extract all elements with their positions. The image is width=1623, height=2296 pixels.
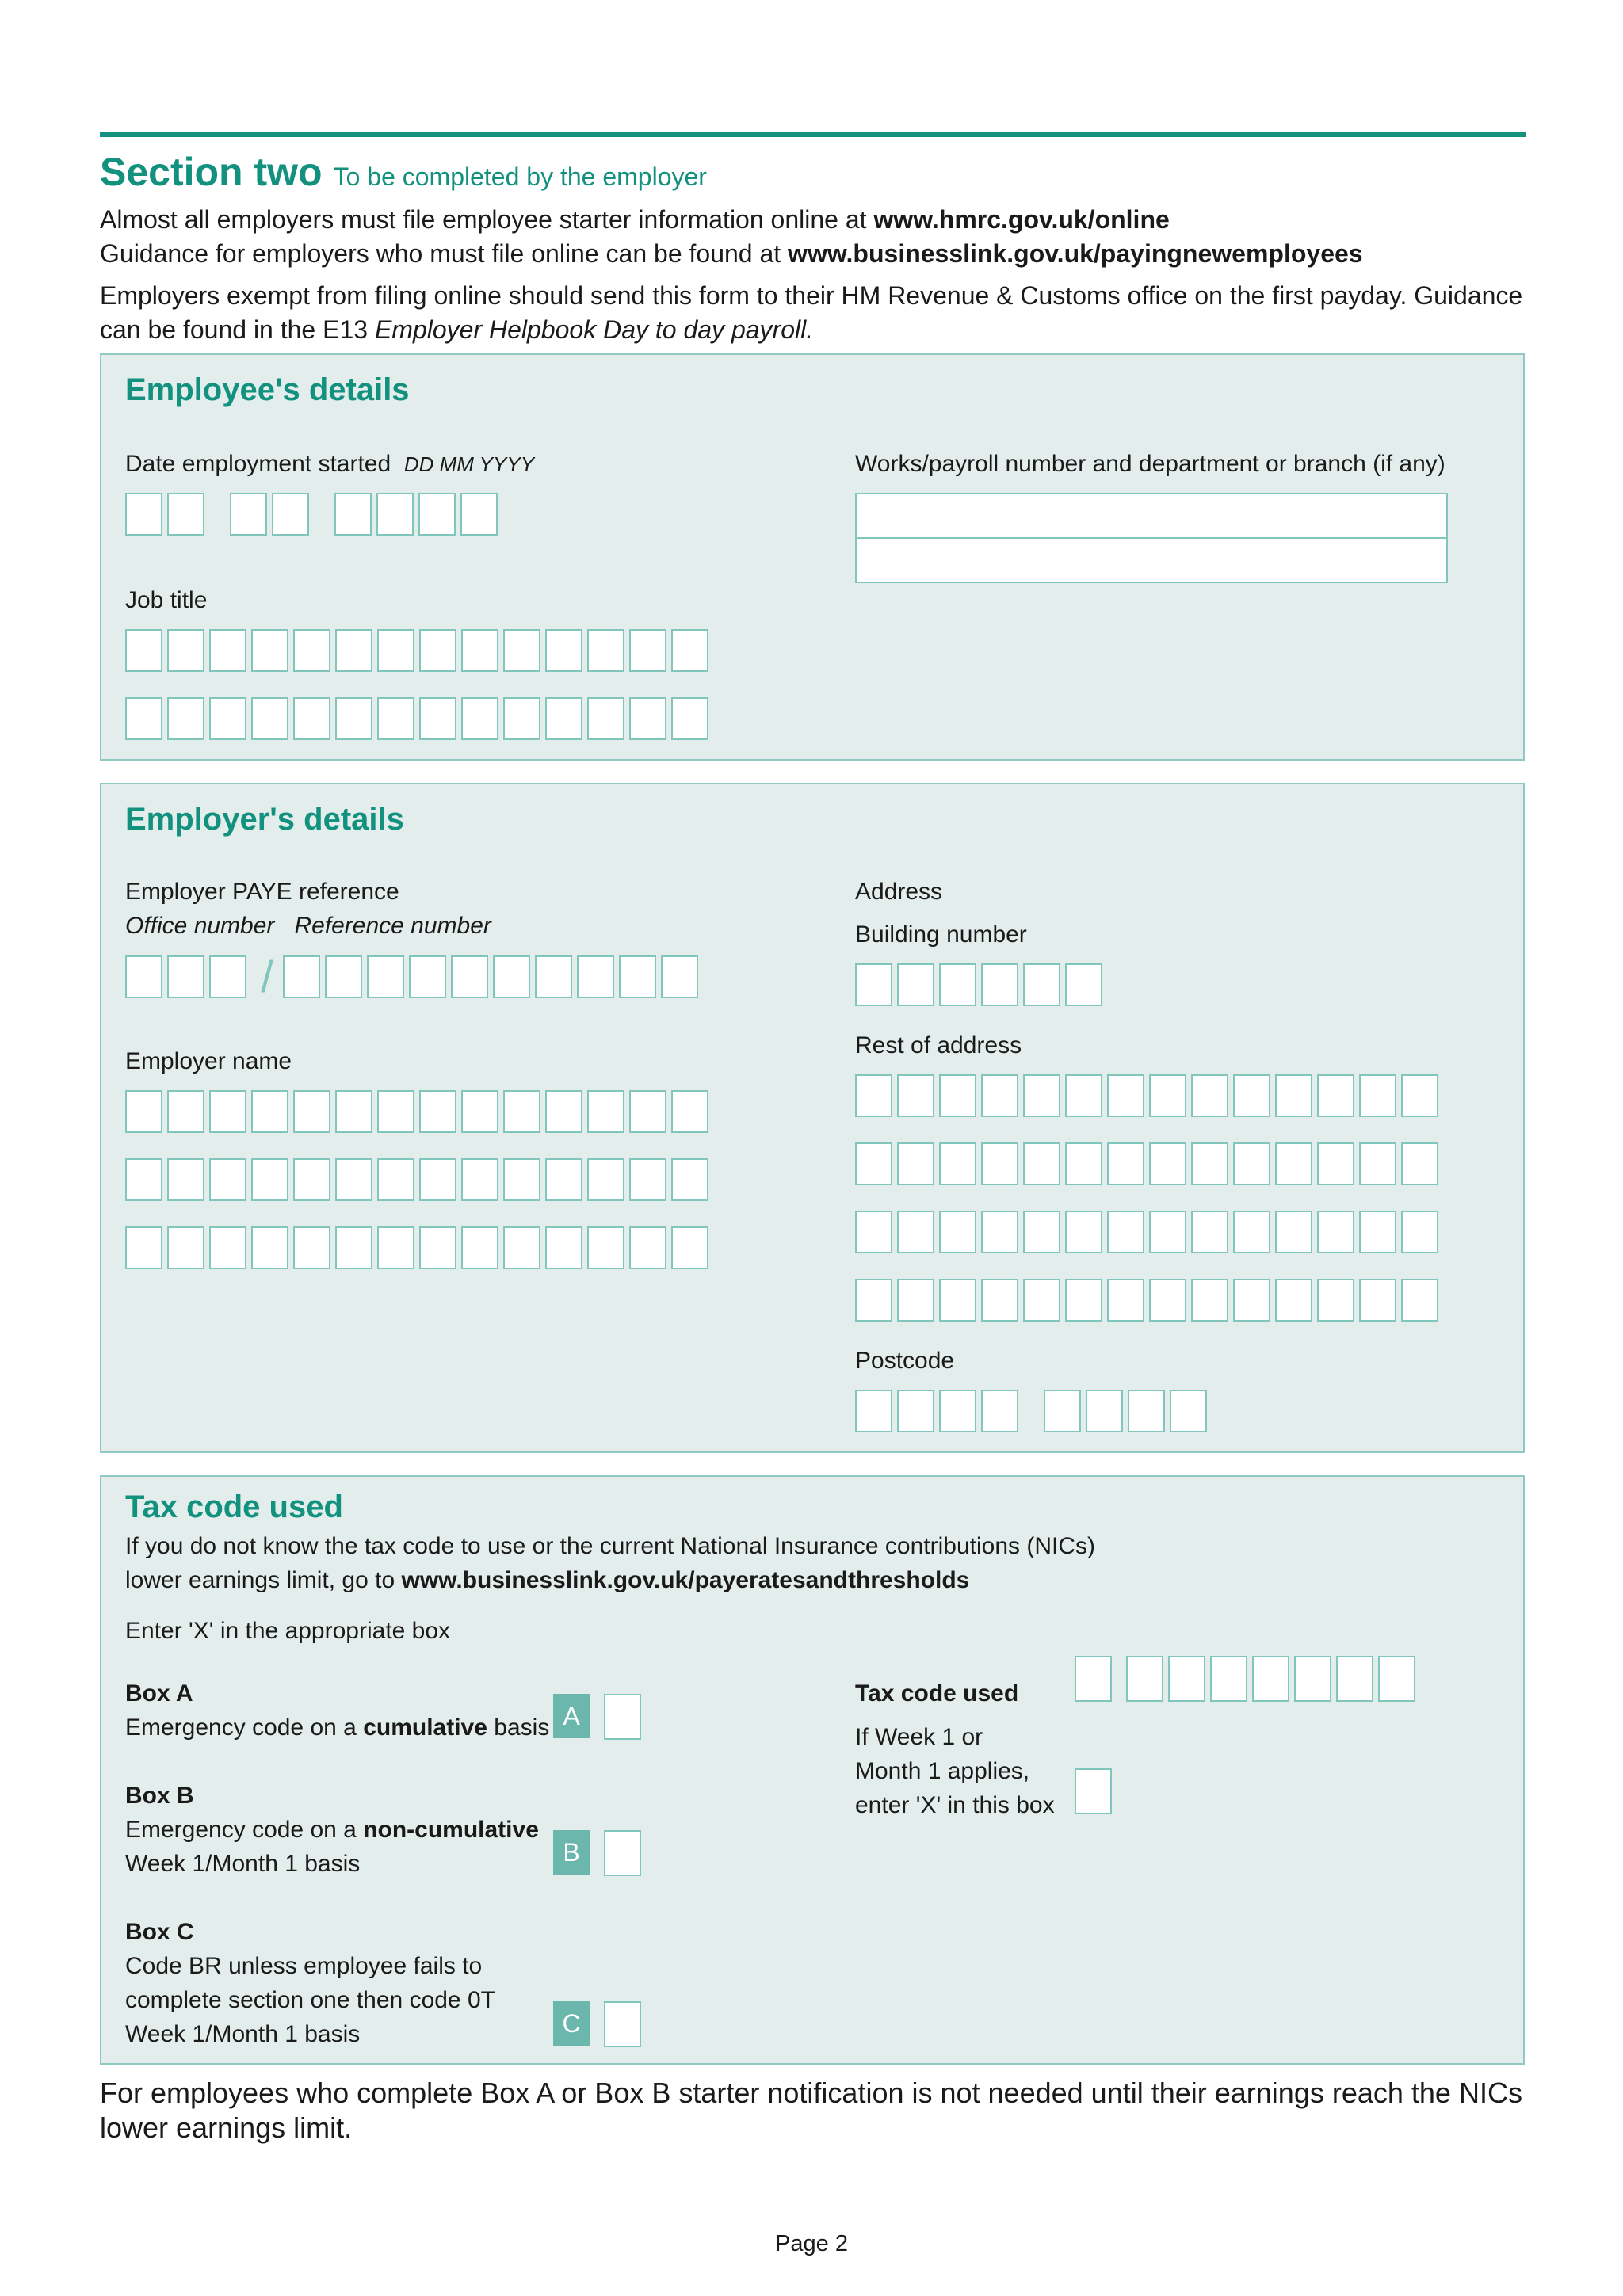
postcode-box[interactable] (939, 1390, 976, 1432)
box-c-description-line-2: complete section one then code 0T (125, 1987, 495, 2013)
employer-name-box[interactable] (545, 1158, 582, 1201)
job-title-box[interactable] (629, 697, 666, 740)
tax-code-box[interactable] (1126, 1656, 1163, 1702)
employer-name-box[interactable] (587, 1090, 624, 1133)
employer-name-box[interactable] (335, 1090, 372, 1133)
postcode-box[interactable] (855, 1390, 892, 1432)
date-started-text: Date employment started (125, 451, 391, 477)
employer-name-box[interactable] (251, 1158, 288, 1201)
job-title-box[interactable] (545, 629, 582, 672)
employer-name-row-2 (125, 1158, 713, 1201)
reference-number-box[interactable] (283, 955, 320, 998)
address-box[interactable] (939, 1279, 976, 1322)
job-title-box[interactable] (209, 697, 246, 740)
employer-name-box[interactable] (671, 1226, 708, 1269)
address-box[interactable] (939, 1142, 976, 1185)
employer-name-box[interactable] (587, 1158, 624, 1201)
reference-number-label: Reference number (294, 913, 491, 939)
job-title-box[interactable] (125, 629, 162, 672)
address-box[interactable] (1023, 1142, 1060, 1185)
address-box[interactable] (1401, 1279, 1438, 1322)
employer-name-box[interactable] (419, 1226, 456, 1269)
address-row-3 (855, 1211, 1443, 1253)
box-c-description-line-3: Week 1/Month 1 basis (125, 2021, 361, 2047)
address-row-4 (855, 1279, 1443, 1322)
intro-line-2-text: Guidance for employers who must file online can be found at (100, 239, 789, 268)
job-title-box[interactable] (629, 629, 666, 672)
address-row-2 (855, 1142, 1443, 1185)
box-c-checkbox[interactable] (604, 2001, 641, 2047)
tax-code-used-label: Tax code used (855, 1680, 1019, 1707)
page-number: Page 2 (775, 2231, 848, 2256)
building-number-label: Building number (855, 921, 1027, 948)
job-title-box[interactable] (167, 629, 204, 672)
job-title-box[interactable] (587, 697, 624, 740)
employer-name-box[interactable] (545, 1226, 582, 1269)
tax-code-box[interactable] (1168, 1656, 1205, 1702)
address-box[interactable] (1107, 1211, 1144, 1253)
date-started-boxes (125, 493, 502, 536)
office-number-box[interactable] (209, 955, 246, 998)
employer-name-box[interactable] (671, 1158, 708, 1201)
reference-number-box[interactable] (493, 955, 530, 998)
job-title-box[interactable] (335, 697, 372, 740)
slash-separator: / (261, 952, 273, 1001)
address-box[interactable] (855, 1074, 892, 1117)
address-box[interactable] (1275, 1279, 1312, 1322)
job-title-box[interactable] (587, 629, 624, 672)
job-title-box[interactable] (545, 697, 582, 740)
employer-name-box[interactable] (125, 1158, 162, 1201)
box-c-tag: C (553, 2001, 590, 2046)
employer-name-box[interactable] (377, 1090, 414, 1133)
exempt-paragraph-line-2 (100, 313, 813, 347)
date-year-box[interactable] (334, 493, 372, 536)
address-box[interactable] (1149, 1142, 1186, 1185)
employee-details-heading: Employee's details (125, 372, 410, 407)
section-heading (100, 149, 707, 195)
employer-name-box[interactable] (125, 1226, 162, 1269)
box-a-text: Emergency code on a (125, 1714, 364, 1741)
address-box[interactable] (1233, 1074, 1270, 1117)
address-box[interactable] (1401, 1142, 1438, 1185)
works-payroll-field-1[interactable] (855, 493, 1448, 539)
section-top-rule (100, 132, 1526, 137)
job-title-box[interactable] (167, 697, 204, 740)
address-box[interactable] (1317, 1279, 1354, 1322)
address-box[interactable] (855, 1211, 892, 1253)
address-box[interactable] (1023, 1211, 1060, 1253)
paye-reference-label: Employer PAYE reference (125, 879, 399, 905)
footer-note-line-1: For employees who complete Box A or Box B starter notification is not needed until their earnings reach the NICs (100, 2077, 1522, 2109)
address-box[interactable] (1359, 1142, 1396, 1185)
job-title-box[interactable] (671, 697, 708, 740)
office-number-box[interactable] (125, 955, 162, 998)
box-b-tag: B (553, 1830, 590, 1875)
employee-details-panel (100, 353, 1525, 761)
section-title: Section two (100, 150, 323, 194)
paye-sublabels (125, 909, 491, 943)
address-box[interactable] (1149, 1279, 1186, 1322)
box-b-text: Emergency code on a (125, 1817, 364, 1843)
job-title-box[interactable] (125, 697, 162, 740)
box-a-checkbox[interactable] (604, 1694, 641, 1740)
address-box[interactable] (1065, 1211, 1102, 1253)
address-box[interactable] (981, 1074, 1018, 1117)
address-box[interactable] (1065, 1279, 1102, 1322)
address-box[interactable] (1191, 1211, 1228, 1253)
employer-name-box[interactable] (377, 1226, 414, 1269)
address-box[interactable] (1317, 1074, 1354, 1117)
postcode-box[interactable] (1086, 1390, 1123, 1432)
tax-code-panel (100, 1475, 1525, 2065)
address-box[interactable] (1191, 1279, 1228, 1322)
postcode-box[interactable] (981, 1390, 1018, 1432)
job-title-row-2 (125, 697, 713, 740)
date-format-hint: DD MM YYYY (403, 452, 535, 476)
employer-name-box[interactable] (419, 1158, 456, 1201)
date-day-box[interactable] (125, 493, 162, 536)
address-box[interactable] (897, 1074, 934, 1117)
job-title-box[interactable] (293, 697, 330, 740)
employer-name-box[interactable] (419, 1090, 456, 1133)
address-box[interactable] (1233, 1211, 1270, 1253)
job-title-box[interactable] (377, 697, 414, 740)
job-title-box[interactable] (419, 629, 456, 672)
address-box[interactable] (1275, 1211, 1312, 1253)
job-title-box[interactable] (671, 629, 708, 672)
box-b-description-line-2: Week 1/Month 1 basis (125, 1851, 361, 1877)
tax-code-intro-line-1: If you do not know the tax code to use or the current National Insurance contributions (NICs) (125, 1533, 1095, 1559)
tax-code-intro-line-2 (125, 1563, 969, 1597)
job-title-row-1 (125, 629, 713, 672)
job-title-box[interactable] (335, 629, 372, 672)
box-a-title: Box A (125, 1680, 193, 1707)
address-row-1 (855, 1074, 1443, 1117)
building-number-box[interactable] (855, 963, 892, 1006)
reference-number-box[interactable] (325, 955, 362, 998)
intro-line-2 (100, 237, 1363, 271)
reference-number-box[interactable] (535, 955, 572, 998)
box-b-checkbox[interactable] (604, 1830, 641, 1876)
employer-name-box[interactable] (503, 1226, 540, 1269)
tax-code-box[interactable] (1252, 1656, 1289, 1702)
date-started-label (125, 447, 534, 482)
date-year-box[interactable] (418, 493, 456, 536)
job-title-box[interactable] (251, 697, 288, 740)
reference-number-box[interactable] (367, 955, 404, 998)
postcode-box[interactable] (1170, 1390, 1207, 1432)
enter-x-instruction: Enter 'X' in the appropriate box (125, 1618, 451, 1644)
office-number-label: Office number (125, 913, 275, 939)
address-box[interactable] (855, 1279, 892, 1322)
employer-details-heading: Employer's details (125, 802, 404, 837)
address-box[interactable] (939, 1211, 976, 1253)
address-box[interactable] (1065, 1142, 1102, 1185)
building-number-box[interactable] (897, 963, 934, 1006)
employer-name-box[interactable] (671, 1090, 708, 1133)
intro-line-1 (100, 203, 1170, 237)
box-c-title: Box C (125, 1919, 194, 1945)
employer-details-panel (100, 783, 1525, 1453)
address-box[interactable] (1275, 1074, 1312, 1117)
postcode-label: Postcode (855, 1348, 955, 1374)
employer-name-box[interactable] (461, 1090, 498, 1133)
employer-name-box[interactable] (377, 1158, 414, 1201)
office-number-box[interactable] (167, 955, 204, 998)
address-box[interactable] (1317, 1142, 1354, 1185)
employer-name-box[interactable] (461, 1158, 498, 1201)
box-a-description (125, 1711, 549, 1745)
address-label: Address (855, 879, 943, 905)
week1-line-2: Month 1 applies, (855, 1758, 1030, 1784)
employer-name-box[interactable] (167, 1226, 204, 1269)
address-box[interactable] (1149, 1074, 1186, 1117)
footer-note-line-2: lower earnings limit. (100, 2111, 353, 2144)
employer-name-box[interactable] (293, 1158, 330, 1201)
job-title-box[interactable] (377, 629, 414, 672)
tax-code-boxes (1075, 1656, 1420, 1702)
date-year-box[interactable] (376, 493, 414, 536)
week1-line-1: If Week 1 or (855, 1724, 983, 1750)
tax-code-box[interactable] (1210, 1656, 1247, 1702)
address-box[interactable] (1359, 1211, 1396, 1253)
postcode-box[interactable] (897, 1390, 934, 1432)
tax-code-box[interactable] (1378, 1656, 1415, 1702)
employer-name-box[interactable] (251, 1090, 288, 1133)
job-title-box[interactable] (461, 697, 498, 740)
box-c-description-line-1: Code BR unless employee fails to (125, 1953, 483, 1979)
employer-name-box[interactable] (629, 1226, 666, 1269)
address-box[interactable] (1359, 1279, 1396, 1322)
date-day-box[interactable] (167, 493, 204, 536)
employer-name-box[interactable] (209, 1158, 246, 1201)
box-a-text-end: basis (487, 1714, 550, 1741)
building-number-boxes (855, 963, 1107, 1006)
employer-name-box[interactable] (167, 1090, 204, 1133)
address-box[interactable] (1275, 1142, 1312, 1185)
address-box[interactable] (981, 1142, 1018, 1185)
address-box[interactable] (1191, 1142, 1228, 1185)
address-box[interactable] (1023, 1074, 1060, 1117)
address-box[interactable] (1023, 1279, 1060, 1322)
job-title-box[interactable] (461, 629, 498, 672)
date-year-box[interactable] (460, 493, 498, 536)
address-box[interactable] (1107, 1279, 1144, 1322)
date-month-box[interactable] (230, 493, 267, 536)
employer-name-box[interactable] (335, 1226, 372, 1269)
footer-note (100, 2076, 1522, 2145)
reference-number-box[interactable] (577, 955, 614, 998)
helpbook-title: Employer Helpbook Day to day payroll. (374, 315, 814, 344)
building-number-box[interactable] (981, 963, 1018, 1006)
employer-name-box[interactable] (545, 1090, 582, 1133)
building-number-box[interactable] (1065, 963, 1102, 1006)
paye-reference-boxes (125, 952, 703, 1001)
employer-name-box[interactable] (587, 1226, 624, 1269)
building-number-box[interactable] (1023, 963, 1060, 1006)
address-box[interactable] (981, 1211, 1018, 1253)
postcode-box[interactable] (1128, 1390, 1165, 1432)
date-month-box[interactable] (272, 493, 309, 536)
employer-name-box[interactable] (629, 1090, 666, 1133)
employer-name-box[interactable] (209, 1226, 246, 1269)
address-box[interactable] (939, 1074, 976, 1117)
address-box[interactable] (1401, 1211, 1438, 1253)
paying-new-employees-link[interactable]: www.businesslink.gov.uk/payingnewemployees (788, 239, 1363, 268)
reference-number-box[interactable] (619, 955, 656, 998)
reference-number-box[interactable] (451, 955, 488, 998)
section-subtitle: To be completed by the employer (333, 162, 707, 191)
address-box[interactable] (855, 1142, 892, 1185)
employer-name-box[interactable] (335, 1158, 372, 1201)
tax-code-box[interactable] (1336, 1656, 1373, 1702)
address-box[interactable] (897, 1142, 934, 1185)
address-box[interactable] (1107, 1142, 1144, 1185)
address-box[interactable] (1359, 1074, 1396, 1117)
address-box[interactable] (1233, 1142, 1270, 1185)
postcode-box[interactable] (1044, 1390, 1081, 1432)
job-title-box[interactable] (503, 697, 540, 740)
reference-number-box[interactable] (409, 955, 446, 998)
works-payroll-label: Works/payroll number and department or branch (if any) (855, 451, 1445, 477)
week1-month1-checkbox[interactable] (1075, 1768, 1112, 1814)
job-title-label: Job title (125, 587, 208, 613)
employer-name-box[interactable] (293, 1226, 330, 1269)
box-a-bold: cumulative (363, 1714, 487, 1741)
job-title-box[interactable] (419, 697, 456, 740)
address-box[interactable] (897, 1279, 934, 1322)
box-a-tag: A (553, 1694, 590, 1738)
employer-name-label: Employer name (125, 1048, 292, 1074)
week1-line-3: enter 'X' in this box (855, 1792, 1055, 1818)
address-box[interactable] (1233, 1279, 1270, 1322)
employer-name-box[interactable] (503, 1158, 540, 1201)
intro-line-1-text: Almost all employers must file employee starter information online at (100, 205, 874, 234)
building-number-box[interactable] (939, 963, 976, 1006)
tax-code-heading: Tax code used (125, 1489, 343, 1524)
employer-name-box[interactable] (293, 1090, 330, 1133)
job-title-box[interactable] (209, 629, 246, 672)
job-title-box[interactable] (251, 629, 288, 672)
rest-of-address-label: Rest of address (855, 1032, 1022, 1058)
pay-rates-link[interactable]: www.businesslink.gov.uk/payeratesandthresholds (401, 1567, 970, 1593)
job-title-box[interactable] (503, 629, 540, 672)
address-box[interactable] (1317, 1211, 1354, 1253)
address-box[interactable] (1107, 1074, 1144, 1117)
postcode-boxes (855, 1390, 1212, 1432)
address-box[interactable] (1065, 1074, 1102, 1117)
tax-code-intro-text: lower earnings limit, go to (125, 1567, 402, 1593)
employer-name-box[interactable] (167, 1158, 204, 1201)
box-b-description-line-1 (125, 1813, 539, 1847)
tax-code-box[interactable] (1294, 1656, 1331, 1702)
address-box[interactable] (1401, 1074, 1438, 1117)
exempt-paragraph-line-1: Employers exempt from filing online should send this form to their HM Revenue & Customs office on the first payday. Guidance (100, 281, 1523, 310)
address-box[interactable] (1149, 1211, 1186, 1253)
box-b-title: Box B (125, 1783, 194, 1809)
tax-code-box[interactable] (1075, 1656, 1112, 1702)
employer-name-box[interactable] (503, 1090, 540, 1133)
employer-name-box[interactable] (251, 1226, 288, 1269)
address-box[interactable] (897, 1211, 934, 1253)
employer-name-row-3 (125, 1226, 713, 1269)
works-payroll-field-2[interactable] (855, 537, 1448, 583)
employer-name-box[interactable] (629, 1158, 666, 1201)
job-title-box[interactable] (293, 629, 330, 672)
reference-number-box[interactable] (661, 955, 698, 998)
employer-name-box[interactable] (461, 1226, 498, 1269)
address-box[interactable] (981, 1279, 1018, 1322)
employer-name-row-1 (125, 1090, 713, 1133)
employer-name-box[interactable] (125, 1090, 162, 1133)
box-b-bold: non-cumulative (363, 1817, 539, 1843)
hmrc-online-link[interactable]: www.hmrc.gov.uk/online (873, 205, 1170, 234)
employer-name-box[interactable] (209, 1090, 246, 1133)
address-box[interactable] (1191, 1074, 1228, 1117)
exempt-paragraph-text: can be found in the E13 (100, 315, 375, 344)
